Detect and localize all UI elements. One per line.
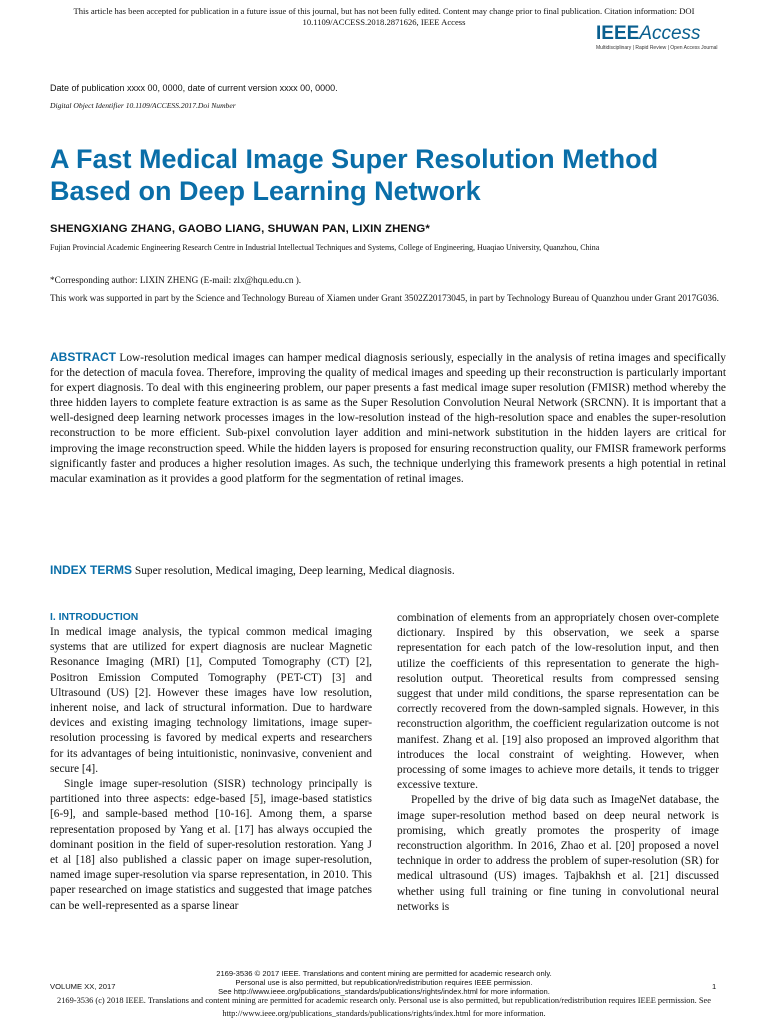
intro-paragraph-1: In medical image analysis, the typical common medical imaging systems that are utilized for expert diagnosis are nuclear Magnetic Resonance Imaging (MRI) [1], Computed Tomography (CT) [2], Positron Emission Computed Tomography (PET-CT) [3] and Ultrasound (US) [2]. However these images have low resolution, inherent noise, and lack of structural information. Due to hardware devices and existing imaging technology limitations, image super-resolution processing is favored by medical experts and researchers for its advantages of being intuitionistic, noninvasive, convenient and secure [4]. xyxy=(50,626,372,775)
intro-paragraph-3: combination of elements from an appropriately chosen over-complete dictionary. Inspired by this observation, we seek a sparse representation for each patch of the low-resolution input, and then utilize the coefficients of this representation to generate the high-resolution output. Theoretical results from compressed sensing suggest that under mild conditions, the sparse representation can be correctly recovered from the down-sampled signals. However, in this reconstruction algorithm, the coefficient regularization outcome is not manifest. Zhang et al. [19] also proposed an improved algorithm that introduces the local constraint of weighting. However, when processing of some images to achieve more details, it tends to trigger excessive texture. xyxy=(397,612,719,792)
page-number: 1 xyxy=(712,982,717,991)
index-terms-label: INDEX TERMS xyxy=(50,563,133,577)
intro-paragraph-2: Single image super-resolution (SISR) technology principally is partitioned into three aspects: edge-based [5], image-based statistics [6-9], and sample-based method [10-16]. Among them, a sparse representation proposed by Yang et al. [17] has always occupied the dominant position in the field of super-resolution restoration. Yang J et al [18] also published a classic paper on image super-resolution, named image super-resolution via sparse representation, in 2010. This paper researched on image statistics and suggested that image patches can be well-represented as a sparse linear xyxy=(50,778,372,912)
corresponding-author: *Corresponding author: LIXIN ZHENG (E-mail: zlx@hqu.edu.cn ). xyxy=(50,275,302,285)
index-terms-text: Super resolution, Medical imaging, Deep learning, Medical diagnosis. xyxy=(134,565,455,577)
abstract xyxy=(50,350,726,487)
section-heading-introduction: I. INTRODUCTION xyxy=(50,612,139,623)
footer-copyright-line1: 2169-3536 © 2017 IEEE. Translations and content mining are permitted for academic research only. xyxy=(216,969,552,978)
index-terms xyxy=(50,563,726,579)
header-notice-line2: 10.1109/ACCESS.2018.2871626, IEEE Access xyxy=(302,17,466,27)
paper-title: A Fast Medical Image Super Resolution Method Based on Deep Learning Network xyxy=(50,144,659,206)
footer-copyright-line2: Personal use is also permitted, but republication/redistribution requires IEEE permission. xyxy=(235,978,533,988)
header-notice-line1: This article has been accepted for publication in a future issue of this journal, but has not been fully edited. Content may change prior to final publication. Citation information: DOI xyxy=(73,6,695,16)
doi-line: Digital Object Identifier 10.1109/ACCESS.2017.Doi Number xyxy=(50,101,236,110)
footer-copyright xyxy=(120,969,648,997)
funding-note: This work was supported in part by the Science and Technology Bureau of Xiamen under Grant 3502Z20173045, in part by Technology Bureau of Quanzhou under Grant 2017G036. xyxy=(50,293,719,303)
column-right xyxy=(397,611,719,915)
publication-date: Date of publication xxxx 00, 0000, date of current version xxxx 00, 0000. xyxy=(50,83,338,93)
logo-ieee-text: IEEE xyxy=(596,23,640,44)
logo-tagline: Multidisciplinary | Rapid Review | Open Access Journal xyxy=(596,45,718,51)
abstract-label: ABSTRACT xyxy=(50,350,116,364)
bottom-notice xyxy=(20,994,748,1020)
affiliation: Fujian Provincial Academic Engineering Research Centre in Industrial Intellectual Techniques and Systems, College of Engineering, Huaqiao University, Quanzhou, China xyxy=(50,243,600,252)
intro-paragraph-4: Propelled by the drive of big data such as ImageNet database, the image super-resolution method based on deep neural network is promising, which greatly promotes the prosperity of image reconstruction algorithm. In 2016, Zhao et al. [20] proposed a novel technique in order to address the problem of super-resolution (SR) for medical ultrasound (US) images. Tajbakhsh et al. [21] discussed whether using full training or fine tuning in convolutional neural networks is xyxy=(397,794,719,913)
footer-copyright-line3: See http://www.ieee.org/publications_standards/publications/rights/index.html for more information. xyxy=(218,987,550,997)
column-left xyxy=(50,611,372,914)
abstract-text: Low-resolution medical images can hamper medical diagnosis seriously, especially in the analysis of retina images and specifically for the detection of macula fovea. Therefore, improving the quality of medical images and speeding up their reconstruction is particularly important for expert diagnosis. To deal with this engineering problem, our paper presents a fast medical image super resolution (FMISR) method whereby the three hidden layers to complete feature extraction is as same as the Super Resolution Convolution Neural Network (SRCNN). It is important that a well-designed deep learning network processes images in the low-resolution instead of the high-resolution space and enables the super-resolution reconstruction to be more efficient. Sub-pixel convolution layer addition and mini-network substitution in the hidden layers are critical for improving the image reconstruction speed. While the hidden layers is proposed for ensuring reconstruction quality, our FMISR framework performs significantly faster and produces a higher resolution images. As such, the technique underlying this framework presents a high potential in retinal macular examination as it provides a good platform for the segmentation of retinal images. xyxy=(50,352,726,485)
bottom-notice-line1: 2169-3536 (c) 2018 IEEE. Translations and content mining are permitted for academic research only. Personal use is also permitted, but republication/redistribution requires IEEE permission. See xyxy=(57,996,711,1005)
footer-volume: VOLUME XX, 2017 xyxy=(50,982,116,991)
ieee-access-logo xyxy=(596,24,736,54)
bottom-notice-line2: http://www.ieee.org/publications_standards/publications/rights/index.html for more information. xyxy=(222,1009,546,1018)
authors: SHENGXIANG ZHANG, GAOBO LIANG, SHUWAN PAN, LIXIN ZHENG* xyxy=(50,223,430,235)
logo-access-text: Access xyxy=(639,23,701,44)
